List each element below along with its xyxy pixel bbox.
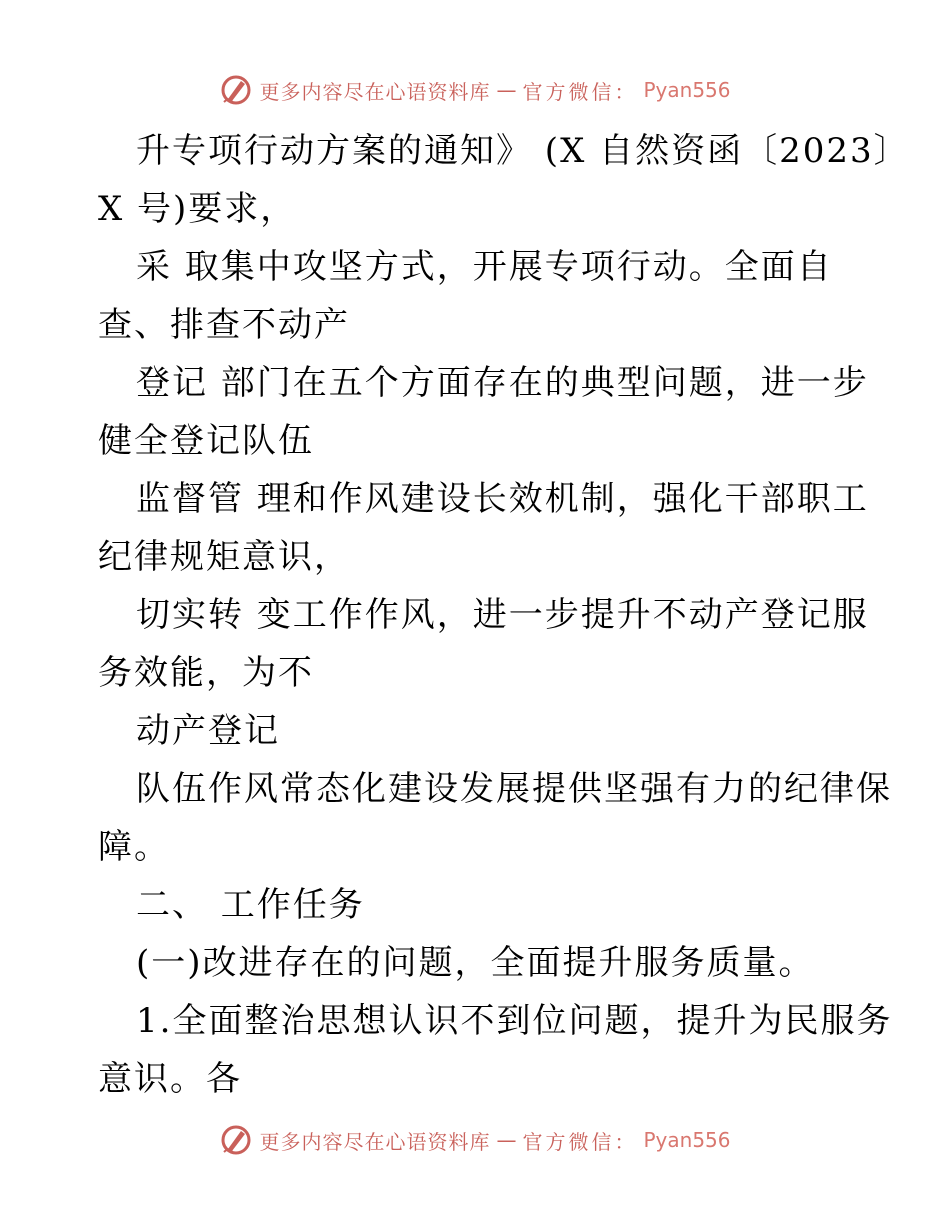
watermark-account: Pyan556 (643, 1128, 731, 1152)
text-line: 动产登记 (136, 711, 280, 751)
header-watermark (0, 70, 950, 110)
text-line: 登记 部门在五个方面存在的典型问题，进一步 (136, 363, 869, 403)
brush-pen-logo-icon (219, 73, 253, 107)
text-line: 监督管 理和作风建设长效机制，强化干部职工 (136, 479, 869, 519)
text-line: 队伍作风常态化建设发展提供坚强有力的纪律保 (136, 769, 892, 809)
text-line: 1.全面整治思想认识不到位问题，提升为民服务 (136, 1001, 893, 1041)
watermark-dash: — (496, 78, 517, 102)
text-line: 采 取集中攻坚方式，开展专项行动。全面自 (136, 247, 833, 287)
text-line: 切实转 变工作作风，进一步提升不动产登记服 (136, 595, 869, 635)
watermark-dash: — (496, 1128, 517, 1152)
text-line: 意识。各 (98, 1059, 242, 1099)
text-line: 升专项行动方案的通知》 (X 自然资函〔2023〕 (136, 131, 910, 171)
text-line: 纪律规矩意识， (98, 537, 350, 577)
watermark-official-label: 官方微信： (522, 1129, 638, 1154)
watermark-account: Pyan556 (643, 78, 731, 102)
watermark-brand: 更多内容尽在心语资料库 (259, 1129, 491, 1154)
section-heading: 二、 工作任务 (136, 885, 365, 925)
watermark-official-label: 官方微信： (522, 79, 638, 104)
subsection-heading: (一)改进存在的问题，全面提升服务质量。 (136, 943, 815, 983)
body-text (98, 122, 910, 1108)
text-line: 健全登记队伍 (98, 421, 314, 461)
text-line: 务效能，为不 (98, 653, 314, 693)
text-line: 查、排查不动产 (98, 305, 350, 345)
text-line: X 号)要求， (98, 189, 297, 229)
text-line: 障。 (98, 827, 170, 867)
brush-pen-logo-icon (219, 1123, 253, 1157)
watermark-brand: 更多内容尽在心语资料库 (259, 79, 491, 104)
footer-watermark (0, 1120, 950, 1160)
